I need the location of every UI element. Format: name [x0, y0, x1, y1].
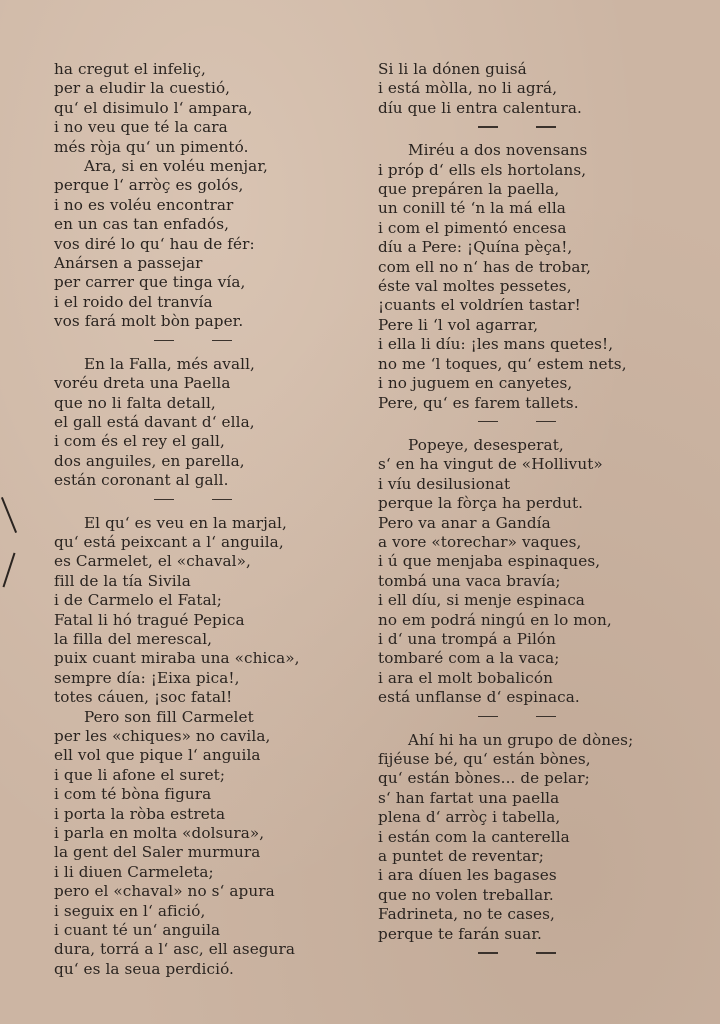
verse-line: vos fará molt bòn paper.: [54, 312, 244, 331]
margin-mark-top: [1, 497, 17, 533]
stanza: [54, 60, 354, 332]
stanza: [378, 141, 698, 413]
verse-line: están coronant al gall.: [54, 471, 229, 490]
verse-line: i com el pimentó encesa: [378, 218, 567, 237]
verse-line: per les «chiques» no cavila,: [54, 727, 271, 745]
verse-line: i seguix en l‘ afició,: [54, 901, 206, 920]
verse-line: díu que li entra calentura.: [378, 98, 582, 117]
verse-line: com ell no n‘ has de trobar,: [378, 257, 592, 276]
separator-dash: [154, 499, 174, 501]
verse-line: i ara el molt bobalicón: [378, 668, 553, 687]
verse-line: ell vol que pique l‘ anguila: [54, 746, 261, 765]
verse-line: que no li falta detall,: [54, 393, 216, 412]
verse-line: que no volen treballar.: [378, 885, 554, 904]
verse-line: a puntet de reventar;: [378, 847, 544, 866]
verse-line: i no veu que té la cara: [54, 118, 228, 137]
verse-line: sempre día: ¡Eixa pica!,: [54, 668, 240, 687]
verse-line: Miréu a dos novensans: [408, 141, 588, 160]
verse-line: qu‘ están bònes... de pelar;: [378, 769, 590, 788]
verse-line: i com és el rey el gall,: [54, 432, 225, 451]
separator-dash: [536, 716, 556, 718]
verse-line: qu‘ es la seua perdició.: [54, 959, 234, 978]
verse-line: tombaré com a la vaca;: [378, 649, 560, 668]
verse-line: perque te farán suar.: [378, 924, 542, 943]
verse-line: i parla en molta «dolsura»,: [54, 824, 265, 843]
verse-line: El qu‘ es veu en la marjal,: [84, 513, 287, 532]
verse-line: Si li la dónen guisá: [378, 60, 527, 78]
verse-line: per a eludir la cuestió,: [54, 79, 231, 98]
separator-dash: [212, 340, 232, 342]
verse-line: qu‘ está peixcant a l‘ anguila,: [54, 532, 284, 551]
verse-line: ¡cuants el voldríen tastar!: [378, 296, 581, 315]
separator-dash: [478, 421, 498, 423]
verse-line: i ara díuen les bagases: [378, 866, 557, 885]
verse-line: totes cáuen, ¡soc fatal!: [54, 688, 233, 707]
section-separator: [54, 491, 354, 514]
verse-line: i que li afone el suret;: [54, 765, 226, 784]
separator-dash: [536, 421, 556, 423]
section-separator: [378, 413, 698, 436]
verse-line: es Carmelet, el «chaval»,: [54, 552, 251, 571]
stanza: [378, 60, 698, 118]
verse-line: i están com la canterella: [378, 827, 570, 846]
verse-line: un conill té ‘n la má ella: [378, 199, 566, 218]
verse-line: la filla del merescal,: [54, 629, 213, 648]
verse-line: puix cuant miraba una «chica»,: [54, 649, 300, 668]
verse-line: fijéuse bé, qu‘ están bònes,: [378, 750, 591, 768]
verse-line: no em podrá ningú en lo mon,: [378, 610, 612, 629]
verse-line: Pero son fill Carmelet: [84, 707, 254, 726]
stanza: [54, 355, 354, 491]
stanza: [54, 514, 354, 980]
verse-line: Pero va anar a Gandía: [378, 513, 551, 532]
section-separator: [378, 708, 698, 731]
verse-line: Anársen a passejar: [54, 254, 203, 273]
separator-dash: [212, 499, 232, 501]
verse-line: Fatal li hó tragué Pepica: [54, 610, 245, 629]
stanza: [378, 436, 698, 708]
verse-line: i li diuen Carmeleta;: [54, 862, 214, 881]
section-separator: [378, 118, 698, 141]
verse-line: i ú que menjaba espinaques,: [378, 552, 601, 571]
verse-line: i d‘ una trompá a Pilón: [378, 629, 557, 648]
verse-line: Pere, qu‘ es farem tallets.: [378, 393, 579, 412]
verse-line: dura, torrá a l‘ asc, ell asegura: [54, 940, 296, 959]
verse-line: fill de la tía Sivila: [54, 571, 191, 590]
verse-line: i ell díu, si menje espinaca: [378, 591, 585, 610]
verse-line: no me ‘l toques, qu‘ estem nets,: [378, 354, 627, 373]
verse-line: Popeye, desesperat,: [408, 435, 564, 454]
verse-line: i com té bòna figura: [54, 785, 212, 804]
verse-line: Pere li ‘l vol agarrar,: [378, 315, 539, 334]
right-column: [378, 60, 698, 967]
verse-line: dos anguiles, en parella,: [54, 451, 245, 470]
verse-line: i ella li díu: ¡les mans quetes!,: [378, 335, 614, 354]
separator-dash: [154, 340, 174, 342]
section-separator: [54, 332, 354, 355]
verse-line: i porta la ròba estreta: [54, 804, 226, 823]
verse-line: pero el «chaval» no s‘ apura: [54, 882, 275, 901]
verse-line: vos diré lo qu‘ hau de fér:: [54, 234, 255, 253]
separator-dash: [536, 952, 556, 954]
verse-line: en un cas tan enfadós,: [54, 215, 230, 234]
verse-line: díu a Pere: ¡Quína pèça!,: [378, 238, 573, 257]
verse-line: ha cregut el infeliç,: [54, 60, 206, 78]
verse-line: el gall está davant d‘ ella,: [54, 412, 255, 431]
verse-line: més ròja qu‘ un pimentó.: [54, 137, 249, 156]
verse-line: i próp d‘ ells els hortolans,: [378, 160, 587, 179]
section-separator: [378, 944, 698, 967]
verse-line: i cuant té un‘ anguila: [54, 921, 221, 940]
verse-line: a vore «torechar» vaques,: [378, 532, 582, 551]
verse-line: i el roido del tranvía: [54, 292, 213, 311]
verse-line: s‘ en ha vingut de «Hollivut»: [378, 455, 603, 474]
margin-mark-bottom: [2, 553, 15, 588]
verse-line: Ahí hi ha un grupo de dònes;: [408, 730, 634, 749]
verse-line: En la Falla, més avall,: [84, 354, 255, 373]
verse-line: i de Carmelo el Fatal;: [54, 591, 222, 610]
verse-line: s‘ han fartat una paella: [378, 788, 560, 807]
separator-dash: [478, 716, 498, 718]
verse-line: perque l‘ arròç es golós,: [54, 176, 244, 195]
verse-line: éste val moltes pessetes,: [378, 277, 572, 296]
verse-line: i víu desilusionat: [378, 474, 511, 493]
verse-line: que prepáren la paella,: [378, 180, 560, 199]
verse-line: Ara, si en voléu menjar,: [84, 157, 268, 176]
separator-dash: [536, 126, 556, 128]
separator-dash: [478, 952, 498, 954]
verse-line: i está mòlla, no li agrá,: [378, 79, 558, 98]
verse-line: está unflanse d‘ espinaca.: [378, 688, 580, 707]
verse-line: perque la fòrça ha perdut.: [378, 494, 584, 513]
verse-line: tombá una vaca bravía;: [378, 571, 561, 590]
verse-line: Fadrineta, no te cases,: [378, 905, 555, 924]
verse-line: i no es voléu encontrar: [54, 195, 234, 214]
verse-line: i no juguem en canyetes,: [378, 374, 573, 393]
stanza: [378, 731, 698, 944]
verse-line: plena d‘ arròç i tabella,: [378, 808, 561, 827]
left-column: [54, 60, 354, 979]
verse-line: voréu dreta una Paella: [54, 374, 231, 393]
verse-line: la gent del Saler murmura: [54, 843, 261, 862]
verse-line: qu‘ el disimulo l‘ ampara,: [54, 98, 253, 117]
separator-dash: [478, 126, 498, 128]
verse-line: per carrer que tinga vía,: [54, 273, 246, 292]
